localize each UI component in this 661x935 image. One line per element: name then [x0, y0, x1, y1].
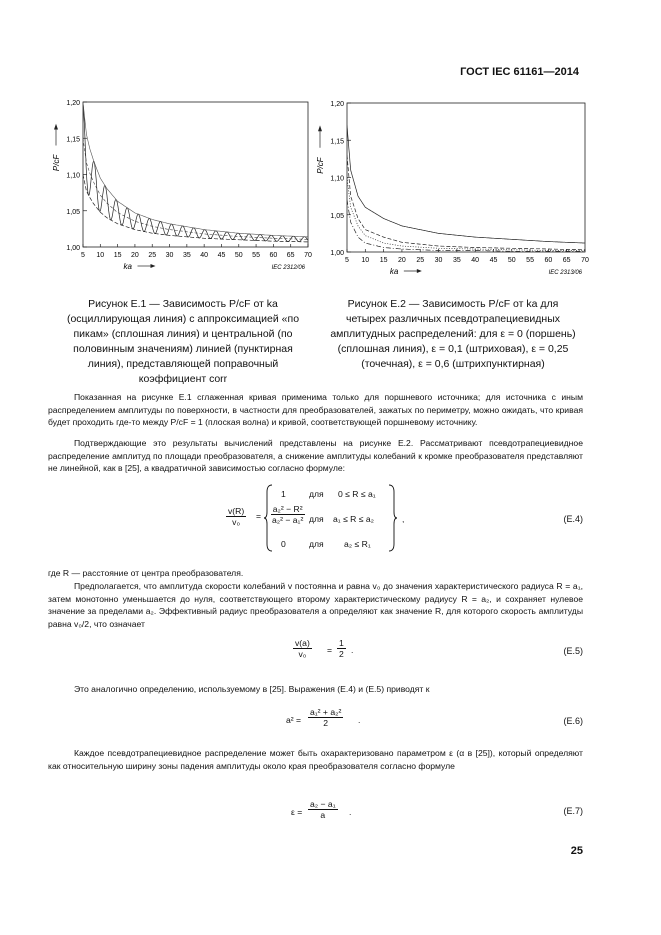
figure-e1-caption: [52, 297, 314, 387]
iec-stamp: IEC 2313/06: [548, 270, 582, 276]
x-tick-label: 45: [489, 257, 498, 264]
document-header: ГОСТ IEC 61161—2014: [460, 66, 579, 78]
y-axis-label: P/cF: [52, 154, 61, 172]
x-tick-label: 10: [96, 252, 105, 259]
x-tick-label: 60: [544, 257, 553, 264]
e4-row3-word: для: [309, 539, 324, 549]
y-tick-label: 1,20: [330, 101, 344, 108]
series-line-1: [83, 102, 308, 242]
equation-e5-number: (E.5): [563, 646, 583, 656]
e4-row2-word: для: [309, 514, 324, 524]
x-tick-label: 55: [252, 252, 260, 259]
equation-e7-number: (E.7): [563, 806, 583, 816]
x-tick-label: 40: [200, 252, 209, 259]
y-tick-label: 1,10: [330, 175, 344, 183]
y-axis-arrowhead: [54, 124, 58, 130]
x-tick-label: 70: [581, 257, 589, 264]
caption-line: (осциллирующая линия) с аппроксимацией «по: [66, 313, 300, 325]
y-tick-label: 1,05: [330, 212, 344, 220]
e4-row3-value: 0: [281, 539, 286, 549]
x-tick-label: 15: [379, 257, 388, 264]
series-line-4: [347, 200, 585, 252]
e4-row3-condition: a₂ ≤ R₁: [344, 539, 371, 549]
caption-line: (точечная), ε = 0,6 (штрихпунктирная): [361, 358, 545, 370]
plot-frame: [347, 103, 585, 252]
x-tick-label: 10: [361, 257, 370, 264]
paragraph-2: Подтверждающие это результаты вычислений представлены на рисунке E.2. Рассматривают псевдотрапециевидное распределение амплитуд по площади преобразователя, а снижение амплитуды колебаний к кромке преобразователя представляют не линейной, как в [25], а квадратичной зависимостью согласно формуле:: [48, 438, 583, 474]
x-tick-label: 40: [471, 257, 480, 264]
e4-row1-condition: 0 ≤ R ≤ a₁: [338, 489, 376, 499]
iec-stamp: IEC 2312/06: [271, 265, 305, 271]
equation-e4-number: (E.4): [563, 514, 583, 524]
series-group: [83, 102, 308, 242]
plot-frame: [83, 102, 308, 247]
x-tick-label: 20: [398, 257, 406, 264]
x-tick-label: 30: [165, 252, 174, 259]
y-tick-label: 1,00: [330, 250, 344, 257]
paragraph-1: Показанная на рисунке E.1 сглаженная кривая применима только для поршневого источника; для источника с иным распределением амплитуды по поверхности, в частности для преобразователей, зажатых по периметру, можно ожидать, что кривая будет проходить где-то между P/cF = 1 (плоская волна) и кривой, соответствующей поршневому источнику.: [48, 392, 583, 428]
y-axis-label: P/cF: [316, 157, 325, 174]
caption-line: (сплошная линия), ε = 0,1 (штриховая), ε = 0,25: [337, 343, 569, 355]
x-tick-label: 35: [452, 257, 461, 264]
x-tick-label: 20: [131, 252, 139, 259]
x-tick-label: 30: [434, 257, 443, 264]
e4-row1-word: для: [309, 489, 324, 499]
caption-line: четырех различных псевдотрапециевидных: [345, 313, 561, 325]
figure-e1-svg: [50, 95, 320, 280]
e4-right-brace: [388, 484, 398, 552]
y-tick-label: 1,15: [330, 138, 344, 146]
y-tick-label: 1,10: [66, 172, 80, 180]
paragraph-4: Предполагается, что амплитуда скорости колебаний v постоянна и равна v₀ до значения характеристического радиуса R = a₁, затем монотонно уменьшается до нуля, соответствующего второму характеристическому радиусу R = a₂, и сохраняет нулевое значение за пределами a₂. Эффективный радиус преобразователя a определяют как значение R, для которого скорость амплитуды равна v₀/2, что означает: [48, 581, 583, 629]
caption-line: амплитудных распределений: для ε = 0 (поршень): [330, 328, 576, 340]
equation-e5: $\frac{v(a)}{\text{v₀}}$ = $\frac{1}{2}$ .: [295, 638, 354, 659]
x-tick-label: 50: [234, 252, 243, 259]
y-tick-label: 1,00: [66, 245, 80, 252]
series-line-1: [347, 125, 585, 243]
caption-line: коэффициент corr: [138, 373, 228, 385]
y-tick-label: 1,05: [66, 208, 80, 216]
x-tick-label: 55: [526, 257, 534, 264]
x-tick-label: 25: [416, 257, 425, 264]
envelope-line: [83, 102, 308, 237]
x-tick-label: 5: [81, 252, 85, 259]
paragraph-3: где R — расстояние от центра преобразователя.: [48, 568, 244, 578]
caption-line: Рисунок E.2 — Зависимость P/cF от ka для: [347, 298, 559, 310]
caption-line: линия), представляющей поправочный: [87, 358, 279, 370]
y-axis-arrowhead: [318, 125, 322, 131]
e4-row1-value: 1: [281, 489, 286, 499]
x-axis-arrowhead: [417, 269, 422, 273]
e4-lhs: $\frac{v(R)}{\text{v₀}}$: [228, 506, 245, 527]
x-tick-label: 60: [269, 252, 278, 259]
e4-row2-fraction: $\frac{\text{a₂² − R²}}{\text{a₂² − a₁²}}$: [272, 504, 304, 525]
x-axis-arrowhead: [151, 264, 156, 268]
caption-line: Рисунок E.1 — Зависимость P/cF от ka: [88, 298, 278, 310]
x-tick-label: 35: [182, 252, 191, 259]
caption-line: пикам» (сплошная линия) и центральной (по: [73, 328, 293, 340]
x-tick-label: 5: [345, 257, 349, 264]
figure-e2-chart: [313, 96, 588, 286]
e4-row2-condition: a₁ ≤ R ≤ a₂: [333, 514, 374, 524]
figure-e2-caption: [318, 297, 588, 372]
page-number: 25: [570, 845, 583, 857]
x-tick-label: 70: [304, 252, 312, 259]
x-tick-label: 15: [113, 252, 122, 259]
series-line-3: [347, 178, 585, 251]
y-tick-label: 1,20: [66, 100, 80, 107]
x-tick-label: 45: [217, 252, 226, 259]
x-axis-label: ka: [123, 262, 132, 271]
equation-e7: ε = $\frac{\text{a₂ − a₁}}{a}$ .: [291, 799, 352, 820]
figure-e1-chart: [50, 95, 320, 280]
x-tick-label: 25: [148, 252, 157, 259]
equation-e4: $\frac{v(R)}{\text{v₀}}$ = 1 для 0 ≤ R ≤ a₁ $\frac{\text{a₂² − R²}}{\text{a₂² − a₁²}}$ для a₁ ≤ R ≤ a₂ 0 для a₂ ≤ R₁ ,: [226, 484, 456, 552]
equation-e6: a² = $\frac{\text{a₁² + a₂²}}{2}$ .: [286, 707, 361, 728]
center-line: [83, 138, 308, 239]
caption-line: половинным значениям) линией (пунктирная: [73, 343, 293, 355]
series-line-2: [83, 175, 308, 242]
equation-e6-number: (E.6): [563, 716, 583, 726]
x-tick-label: 65: [286, 252, 295, 259]
x-axis-label: ka: [389, 267, 399, 276]
x-tick-label: 65: [562, 257, 571, 264]
series-line-2: [347, 155, 585, 250]
series-group: [347, 125, 585, 251]
y-tick-label: 1,15: [66, 136, 80, 144]
x-tick-label: 50: [507, 257, 516, 264]
paragraph-6: Каждое псевдотрапециевидное распределение может быть охарактеризовано параметром ε (α в [25]), который определяют как относительную ширину зоны падения амплитуды около края преобразователя согласно формуле: [48, 748, 583, 771]
paragraph-5: Это аналогично определению, используемому в [25]. Выражения (E.4) и (E.5) приводят к: [74, 684, 430, 694]
figure-e2-svg: [313, 96, 588, 286]
